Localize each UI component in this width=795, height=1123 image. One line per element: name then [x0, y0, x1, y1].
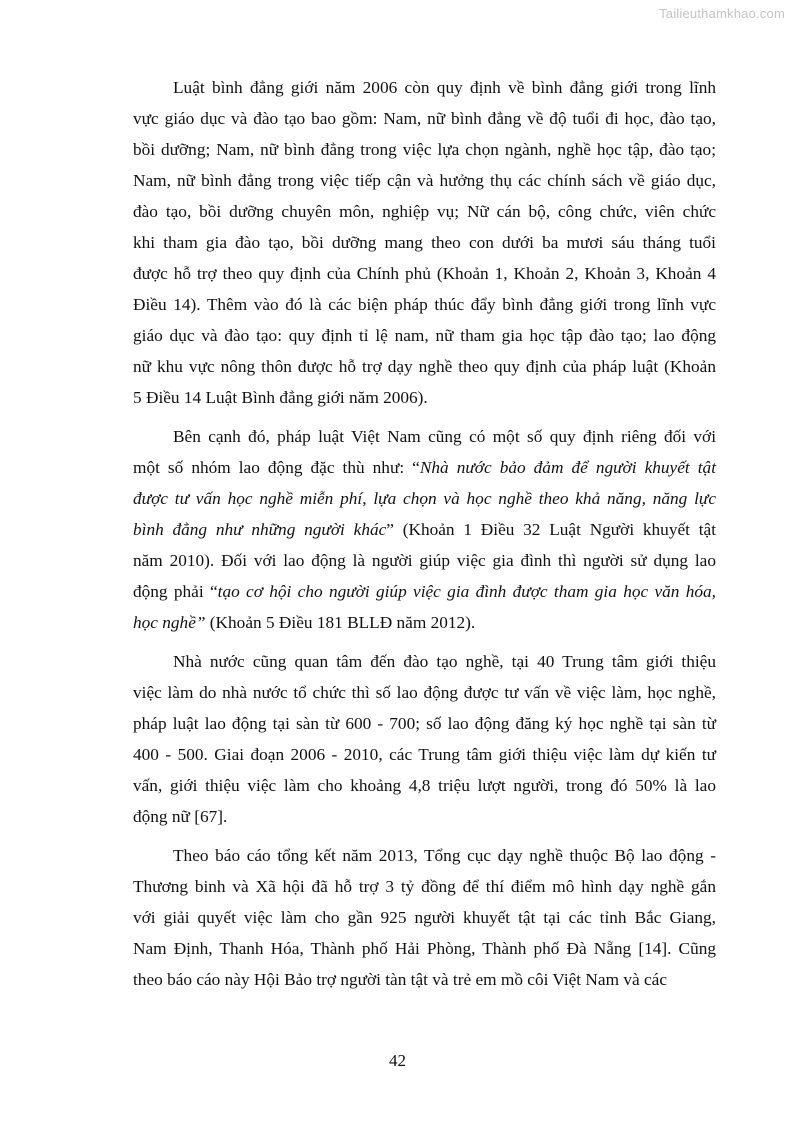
text-segment: bồi dưỡng; Nam, nữ bình đẳng trong việc lựa chọn ngành, nghề học tập, đào tạo; — [133, 140, 716, 159]
text-segment: Nam, nữ bình đẳng trong việc tiếp cận và hưởng thụ các chính sách về giáo dục, — [133, 171, 716, 190]
text-line — [133, 134, 716, 165]
text-line — [133, 289, 716, 320]
text-segment: pháp luật lao động tại sàn từ 600 - 700; số lao động đăng ký học nghề tại sàn từ — [133, 714, 716, 733]
watermark: Tailieuthamkhao.com — [659, 6, 785, 21]
text-segment: theo báo cáo này Hội Bảo trợ người tàn tật và trẻ em mồ côi Việt Nam và các — [133, 970, 667, 989]
text-segment: được hỗ trợ theo quy định của Chính phủ (Khoản 1, Khoản 2, Khoản 3, Khoản 4 — [133, 264, 716, 283]
text-line — [133, 801, 716, 832]
paragraph — [133, 72, 716, 413]
text-line — [133, 646, 716, 677]
text-segment: Bên cạnh đó, pháp luật Việt Nam cũng có một số quy định riêng đối với — [173, 427, 716, 446]
text-line — [133, 964, 716, 995]
italic-quote-segment: tạo cơ hội cho người giúp việc gia đình được tham gia học văn hóa, — [217, 582, 716, 601]
text-segment: Nhà nước cũng quan tâm đến đào tạo nghề, tại 40 Trung tâm giới thiệu — [173, 652, 716, 671]
text-line — [133, 576, 716, 607]
text-line — [133, 840, 716, 871]
text-segment: 400 - 500. Giai đoạn 2006 - 2010, các Trung tâm giới thiệu việc làm dự kiến tư — [133, 745, 716, 764]
text-line — [133, 483, 716, 514]
text-line — [133, 165, 716, 196]
text-segment: động phải “ — [133, 582, 218, 601]
text-line — [133, 739, 716, 770]
italic-quote-segment: Nhà nước bảo đảm để người khuyết tật — [419, 458, 716, 477]
text-segment: vực giáo dục và đào tạo bao gồm: Nam, nữ bình đẳng về độ tuổi đi học, đào tạo, — [133, 109, 716, 128]
paragraph — [133, 421, 716, 638]
text-segment: nữ khu vực nông thôn được hỗ trợ dạy nghề theo quy định của pháp luật (Khoản — [133, 357, 716, 376]
italic-quote-segment: được tư vấn học nghề miễn phí, lựa chọn và học nghề theo khả năng, năng lực — [133, 489, 716, 508]
text-line — [133, 351, 716, 382]
text-segment: năm 2010). Đối với lao động là người giúp việc gia đình thì người sử dụng lao — [133, 551, 716, 570]
text-segment: 5 Điều 14 Luật Bình đẳng giới năm 2006). — [133, 388, 428, 407]
text-segment: vấn, giới thiệu việc làm cho khoảng 4,8 triệu lượt người, trong đó 50% là lao — [133, 776, 716, 795]
document-body — [133, 72, 716, 995]
text-line — [133, 770, 716, 801]
text-line — [133, 902, 716, 933]
text-line — [133, 382, 716, 413]
paragraph — [133, 840, 716, 995]
text-segment: việc làm do nhà nước tổ chức thì số lao động được tư vấn về việc làm, học nghề, — [133, 683, 716, 702]
text-line — [133, 452, 716, 483]
text-segment: một số nhóm lao động đặc thù như: “ — [133, 458, 420, 477]
text-line — [133, 103, 716, 134]
text-line — [133, 514, 716, 545]
text-line — [133, 871, 716, 902]
text-line — [133, 545, 716, 576]
text-segment: ” (Khoản 1 Điều 32 Luật Người khuyết tật — [386, 520, 716, 539]
text-segment: (Khoản 5 Điều 181 BLLĐ năm 2012). — [205, 613, 476, 632]
text-segment: khi tham gia đào tạo, bồi dưỡng mang theo con dưới ba mươi sáu tháng tuổi — [133, 233, 716, 252]
text-line — [133, 677, 716, 708]
text-line — [133, 607, 716, 638]
text-segment: giáo dục và đào tạo: quy định tỉ lệ nam, nữ tham gia học tập đào tạo; lao động — [133, 326, 716, 345]
text-line — [133, 258, 716, 289]
text-line — [133, 708, 716, 739]
text-segment: với giải quyết việc làm cho gần 925 người khuyết tật tại các tỉnh Bắc Giang, — [133, 908, 716, 927]
text-line — [133, 227, 716, 258]
text-segment: Nam Định, Thanh Hóa, Thành phố Hải Phòng, Thành phố Đà Nẵng [14]. Cũng — [133, 939, 716, 958]
text-segment: Theo báo cáo tổng kết năm 2013, Tổng cục dạy nghề thuộc Bộ lao động - — [173, 846, 716, 865]
text-segment: Luật bình đẳng giới năm 2006 còn quy định về bình đẳng giới trong lĩnh — [173, 78, 716, 97]
text-segment: Điều 14). Thêm vào đó là các biện pháp thúc đẩy bình đẳng giới trong lĩnh vực — [133, 295, 716, 314]
italic-quote-segment: học nghề” — [133, 613, 206, 632]
paragraph — [133, 646, 716, 832]
text-segment: Thương binh và Xã hội đã hỗ trợ 3 tỷ đồng để thí điểm mô hình dạy nghề gắn — [133, 877, 716, 896]
italic-quote-segment: bình đẳng như những người khác — [133, 520, 387, 539]
text-line — [133, 72, 716, 103]
text-line — [133, 933, 716, 964]
text-line — [133, 421, 716, 452]
page-number: 42 — [389, 1051, 406, 1070]
text-segment: động nữ [67]. — [133, 807, 228, 826]
text-line — [133, 320, 716, 351]
text-segment: đào tạo, bồi dưỡng chuyên môn, nghiệp vụ; Nữ cán bộ, công chức, viên chức — [133, 202, 716, 221]
text-line — [133, 196, 716, 227]
